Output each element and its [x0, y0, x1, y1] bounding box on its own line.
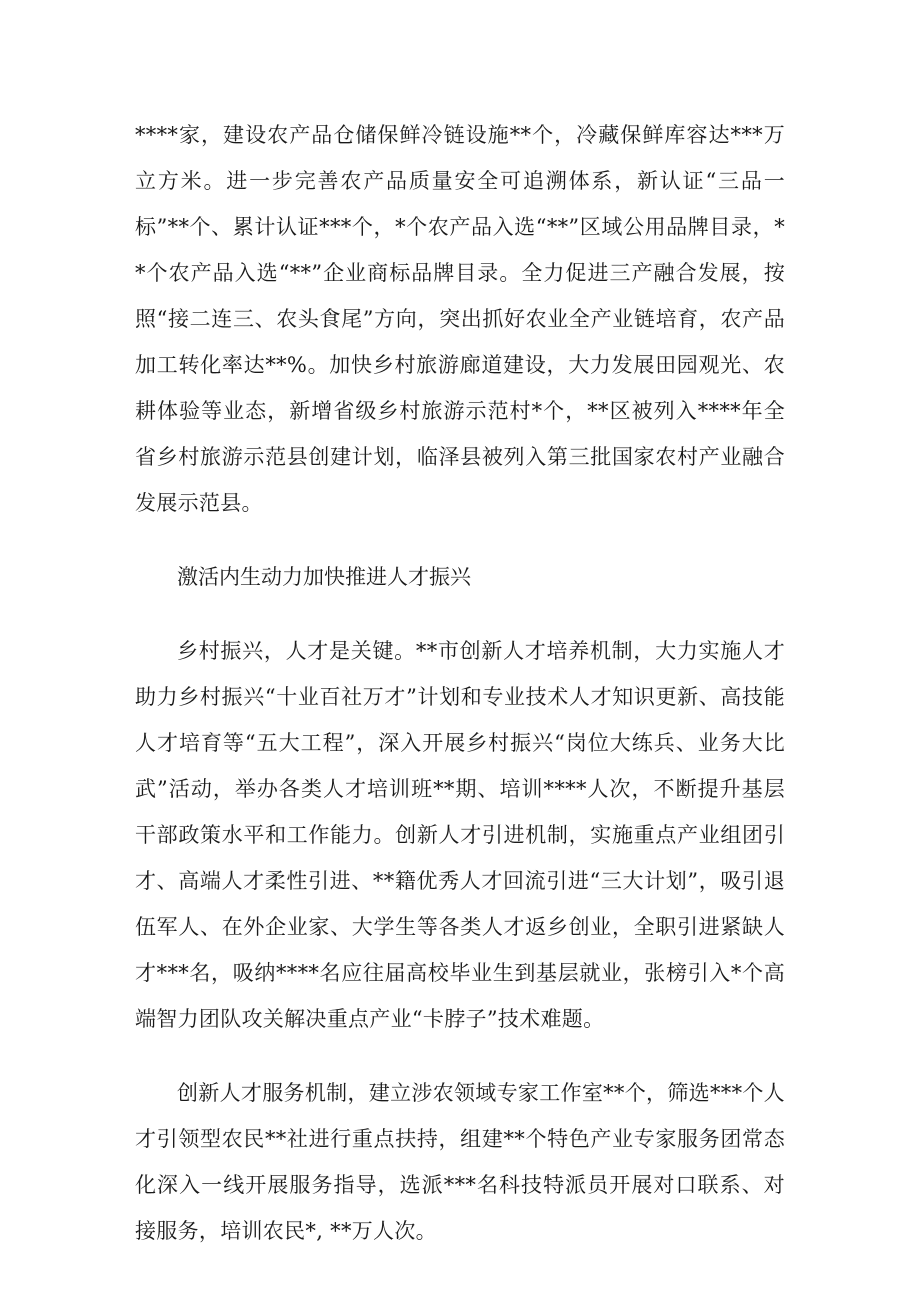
paragraph-talent-training: 乡村振兴，人才是关键。**市创新人才培养机制，大力实施人才助力乡村振兴“十业百社万才”计划和专业技术人才知识更新、高技能人才培育等“五大工程”，深入开展乡村振兴“岗位大练兵、业务大比武”活动，举办各类人才培训班**期、培训****人次，不断提升基层干部政策水平和工作能力。创新人才引进机制，实施重点产业组团引才、高端人才柔性引进、**籍优秀人才回流引进“三大计划”，吸引退伍军人、在外企业家、大学生等各类人才返乡创业，全职引进紧缺人才***名，吸纳****名应往届高校毕业生到基层就业，张榜引入*个高端智力团队攻关解决重点产业“卡脖子”技术难题。: [135, 639, 785, 1031]
section-heading-talent: 激活内生动力加快推进人才振兴: [177, 565, 471, 589]
paragraph-talent-services: 创新人才服务机制，建立涉农领域专家工作室**个，筛选***个人才引领型农民**社进行重点扶持，组建**个特色产业专家服务团常态化深入一线开展服务指导，选派***名科技特派员开展对口联系、对接服务，培训农民*, **万人次。: [135, 1081, 785, 1243]
document-page: [135, 112, 785, 1254]
paragraph-agri-products: ****家，建设农产品仓储保鲜冷链设施**个，冷藏保鲜库容达***万立方米。进一步完善农产品质量安全可追溯体系，新认证“三品一标”**个、累计认证***个，*个农产品入选“**”区域公用品牌目录，**个农产品入选“**”企业商标品牌目录。全力促进三产融合发展，按照“接二连三、农头食尾”方向，突出抓好农业全产业链培育，农产品加工转化率达**%。加快乡村旅游廊道建设，大力发展田园观光、农耕体验等业态，新增省级乡村旅游示范村*个，**区被列入****年全省乡村旅游示范县创建计划，临泽县被列入第三批国家农村产业融合发展示范县。: [135, 123, 785, 515]
